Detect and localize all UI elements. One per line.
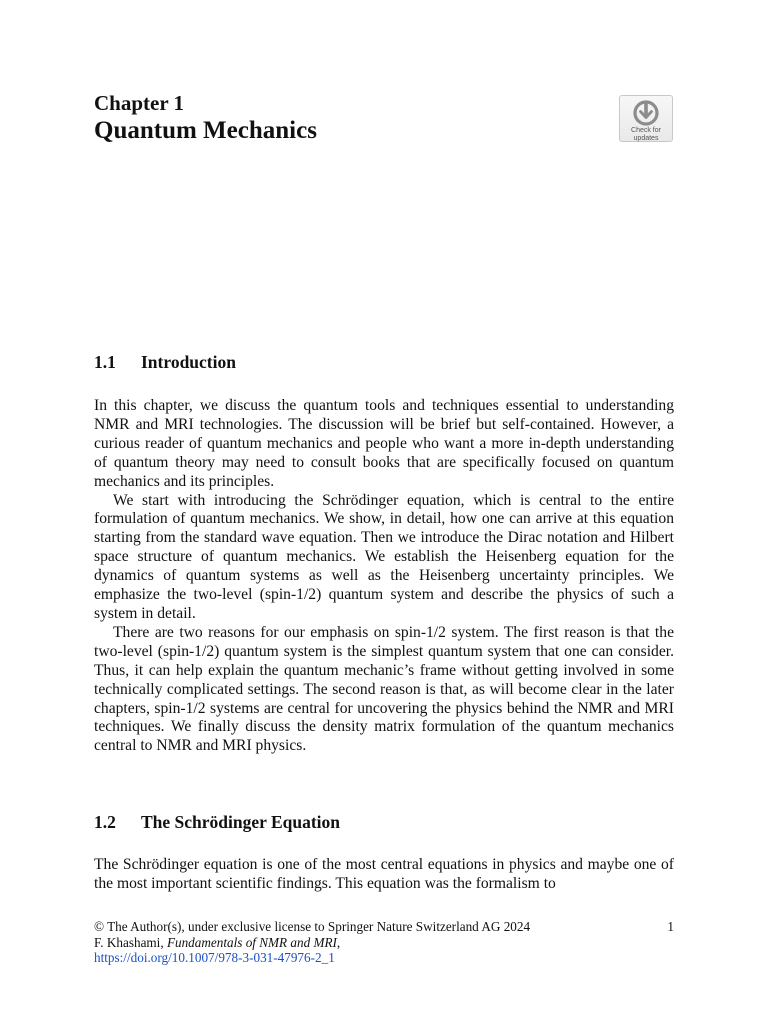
check-for-updates-badge[interactable]: [619, 95, 673, 142]
section-title: Introduction: [141, 352, 236, 372]
check-for-updates-icon: [633, 100, 659, 126]
chapter-title: Quantum Mechanics: [94, 117, 317, 144]
section-number: 1.2: [94, 812, 116, 832]
citation-punctuation: ,: [336, 934, 341, 950]
page-footer: [94, 919, 674, 966]
paragraph: In this chapter, we discuss the quantum tools and techniques essential to understanding NMR and MRI technologies. The discussion will be brief but self-contained. However, a curious reader of quantum mechanics and people who want a more in-depth understanding of quantum theory may need to consult books that are specifically focused on quantum mechanics and its principles.: [94, 397, 674, 490]
introduction-body: [94, 397, 674, 756]
section-title: The Schrödinger Equation: [141, 812, 341, 832]
section-number: 1.1: [94, 352, 116, 372]
author-name: F. Khashami,: [94, 934, 167, 950]
paragraph: We start with introducing the Schrödinger equation, which is central to the entire formulation of quantum mechanics. We show, in detail, how one can arrive at this equation starting from the standard wave equation. Then we introduce the Dirac notation and Hilbert space structure of quantum mechanics. We establish the Heisenberg equation for the dynamics of quantum systems as well as the Heisenberg uncertainty principles. We emphasize the two-level (spin-1/2) quantum system and describe the physics of such a system in detail.: [94, 491, 674, 622]
schrodinger-body: [94, 856, 674, 894]
paragraph: There are two reasons for our emphasis on spin-1/2 system. The first reason is that the two-level (spin-1/2) quantum system is the simplest quantum system that one can consider. Thus, it can help explain the quantum mechanic’s frame without getting involved in some technically complicated settings. The second reason is that, as will become clear in the later chapters, spin-1/2 systems are central for uncovering the physics behind the NMR and MRI techniques. We finally discuss the density matrix formulation of the quantum mechanics central to NMR and MRI physics.: [94, 623, 674, 755]
badge-label: Check for updates: [631, 127, 661, 142]
page-number: 1: [667, 919, 674, 934]
book-title: Fundamentals of NMR and MRI: [166, 934, 337, 950]
section-heading-schrodinger: [94, 811, 340, 833]
paragraph: The Schrödinger equation is one of the most central equations in physics and maybe one of the most important scientific findings. This equation was the formalism to: [94, 856, 674, 892]
doi-link[interactable]: https://doi.org/10.1007/978-3-031-47976-2_1: [94, 950, 335, 966]
copyright-notice: © The Author(s), under exclusive license to Springer Nature Switzerland AG 2024: [94, 919, 531, 934]
chapter-label: Chapter 1: [94, 91, 185, 115]
section-heading-introduction: [94, 351, 236, 373]
citation: [94, 935, 674, 951]
